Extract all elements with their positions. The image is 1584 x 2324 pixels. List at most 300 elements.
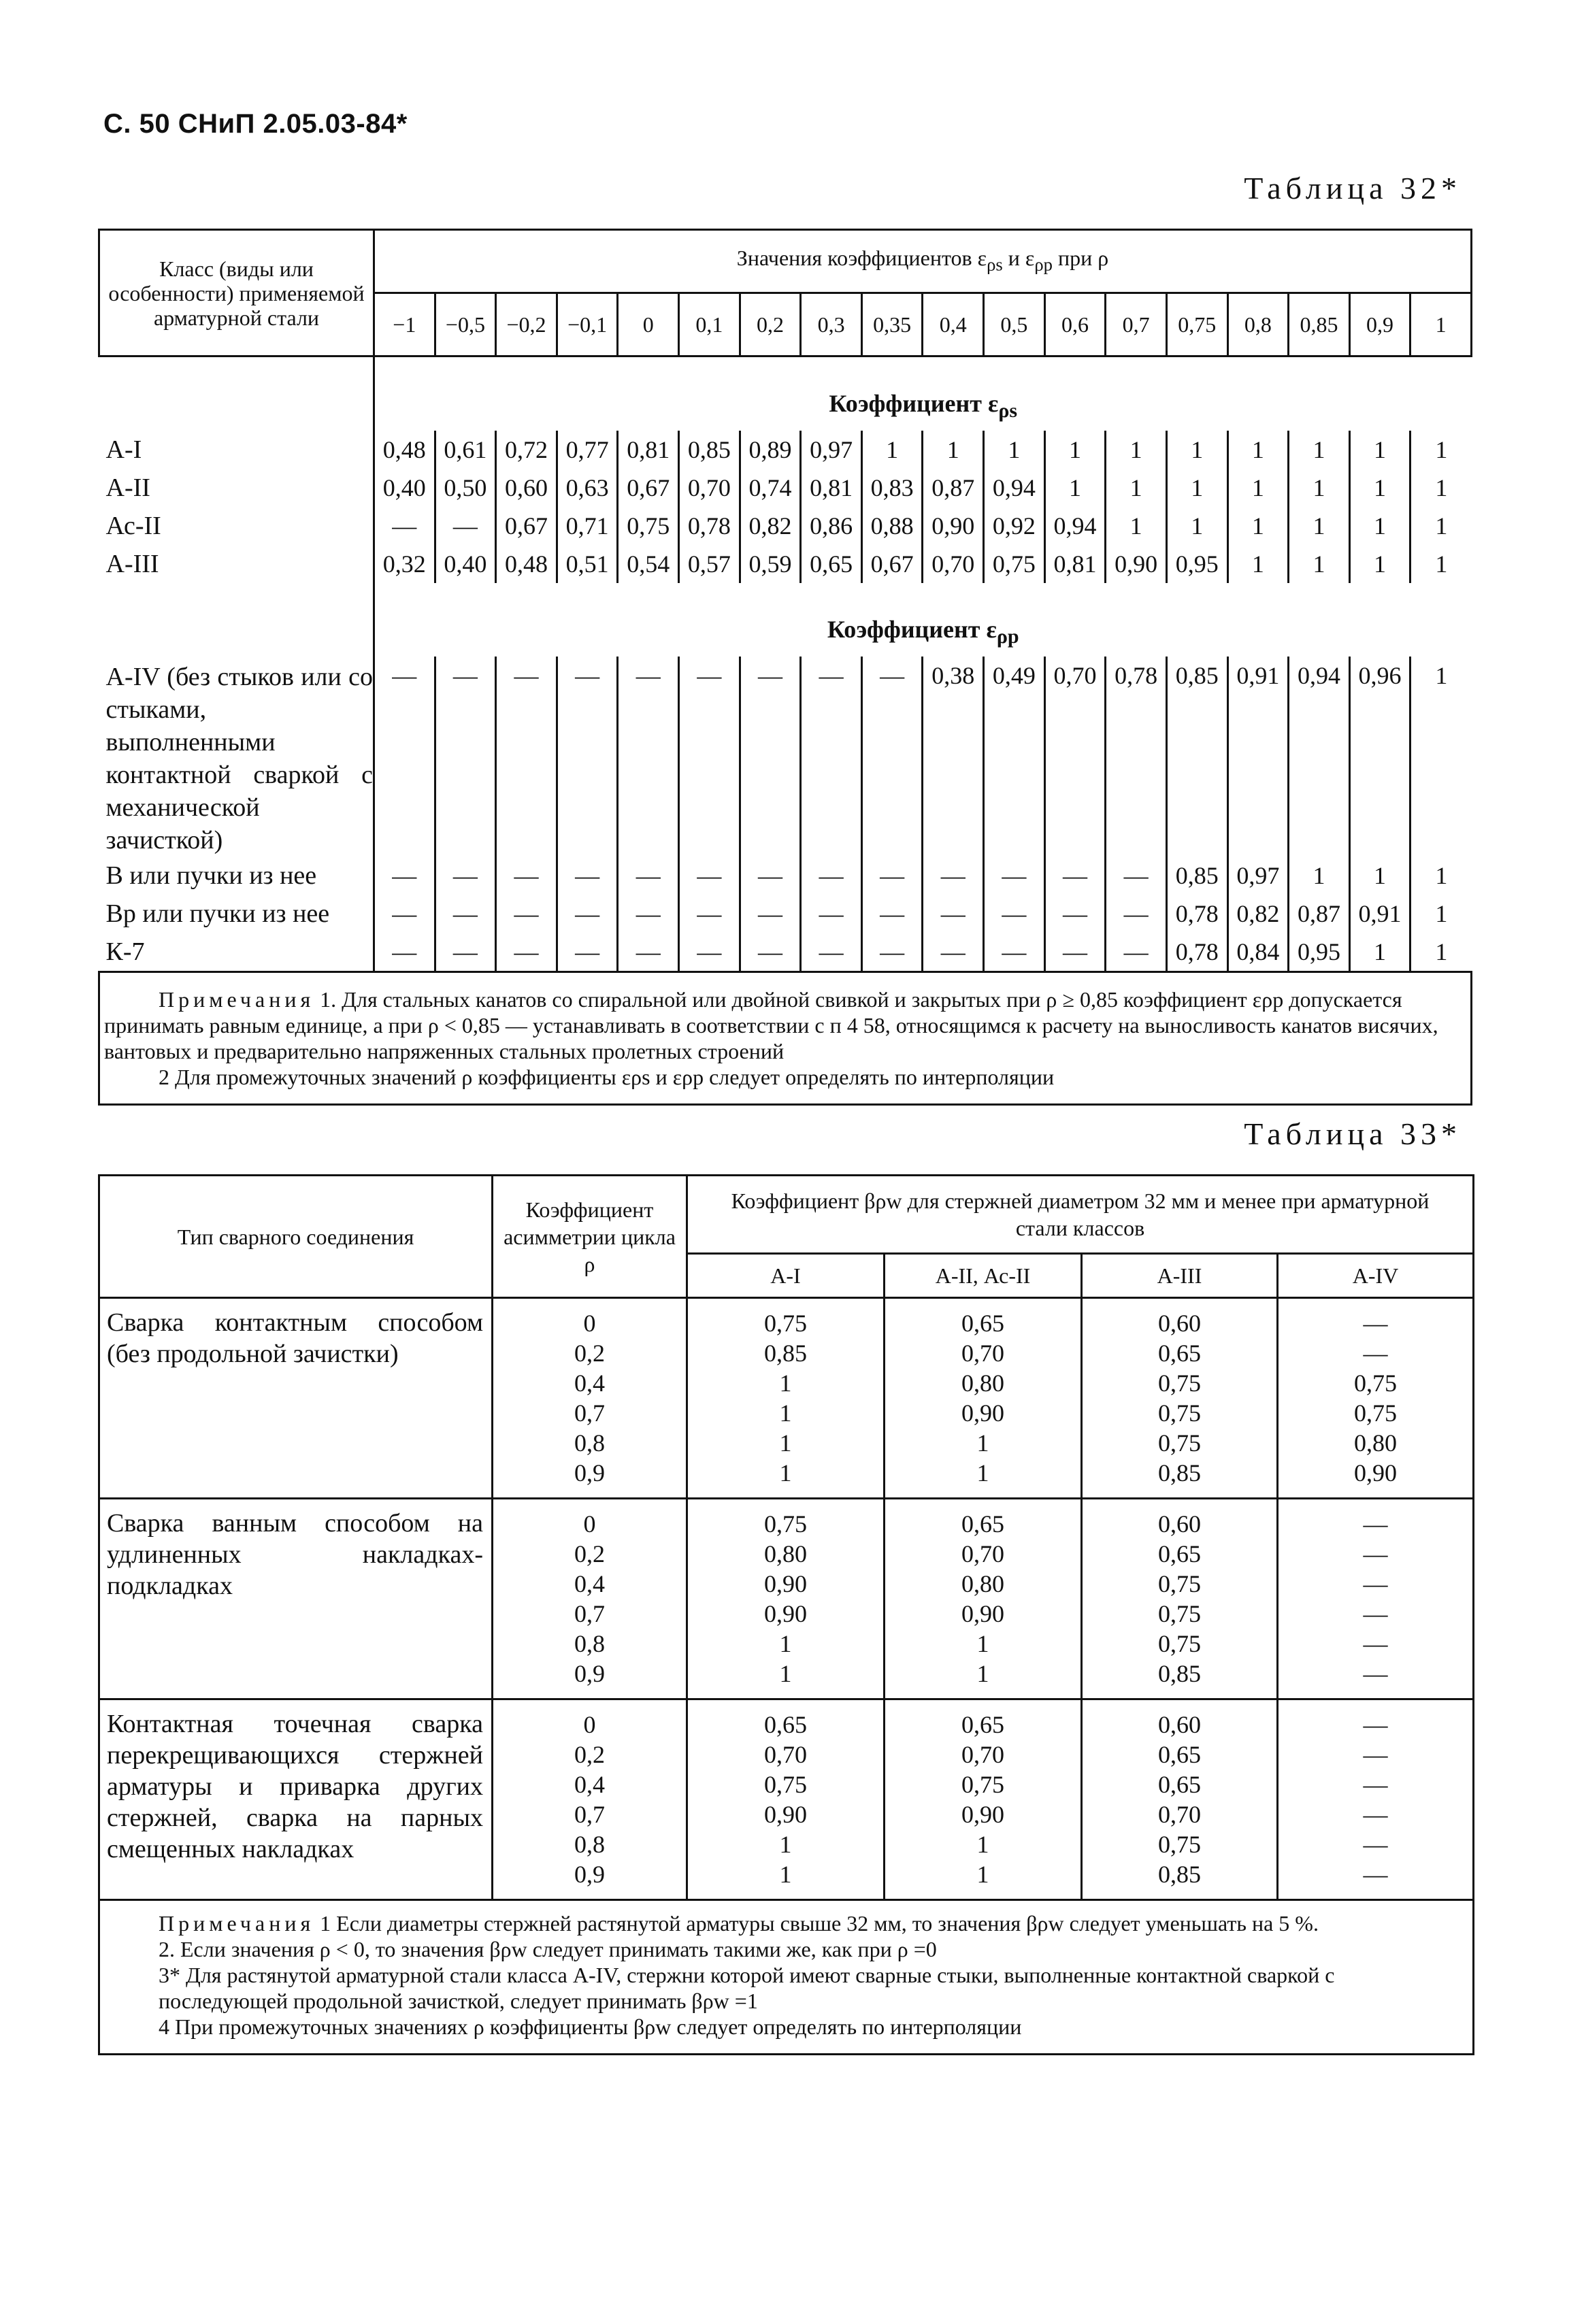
t32-value-cell: 0,95 <box>1289 933 1350 972</box>
t33-c3-column <box>1082 1298 1278 1499</box>
t33-value-cell: 0,75 <box>1158 1630 1201 1657</box>
t33-value-cell: 1 <box>976 1660 989 1687</box>
t32-value-cell: — <box>740 933 801 972</box>
table-33 <box>98 1174 1474 2055</box>
t33-value-cell: 0,65 <box>1158 1741 1201 1768</box>
t32-rho-cell: 0,85 <box>1289 293 1350 356</box>
t33-joint-type: Сварка ванным способом на удлиненных накладках-подкладках <box>99 1499 493 1699</box>
t32-value-cell: — <box>1044 895 1106 933</box>
t33-value-cell: 1 <box>779 1459 792 1487</box>
t33-value-cell: 1 <box>779 1370 792 1397</box>
t33-value-cell: 0,9 <box>574 1861 605 1888</box>
t32-value-cell: 0,78 <box>1166 895 1227 933</box>
t32-value-cell: 1 <box>1289 857 1350 895</box>
t32-value-cell: 1 <box>1349 857 1410 895</box>
table-32 <box>98 229 1472 1106</box>
t32-note-2: 2 Для промежуточных значений ρ коэффициенты ερs и ερp следует определять по интерполяции <box>159 1065 1055 1089</box>
t32-value-cell: 0,86 <box>801 507 862 545</box>
t33-joint-type: Сварка контактным способом (без продольной зачистки) <box>99 1298 493 1499</box>
t32-rho-cell: −1 <box>374 293 435 356</box>
t32-value-cell: 0,85 <box>679 431 740 469</box>
t32-data-row <box>99 469 1472 507</box>
t32-value-cell: 0,40 <box>435 545 496 583</box>
t33-class-header: А-II, Ас-II <box>885 1254 1082 1298</box>
t32-value-cell: 1 <box>1227 545 1289 583</box>
t33-value-cell: 0,7 <box>574 1399 605 1427</box>
t33-c4-column <box>1278 1499 1474 1699</box>
t33-value-cell: 0,75 <box>1158 1831 1201 1858</box>
t32-value-cell: 0,74 <box>740 469 801 507</box>
t33-value-cell: 0,70 <box>961 1540 1004 1567</box>
t32-value-cell: 1 <box>1410 431 1472 469</box>
t33-value-cell: 0,75 <box>1354 1399 1397 1427</box>
t32-value-cell: — <box>861 657 923 857</box>
t33-value-cell: 0,8 <box>574 1831 605 1858</box>
t32-section-title-sub: ρp <box>996 625 1019 648</box>
t32-value-cell: — <box>496 857 557 895</box>
t33-value-cell: — <box>1363 1570 1388 1597</box>
t32-value-cell: — <box>984 895 1045 933</box>
t32-notes <box>99 972 1472 1105</box>
t32-value-cell: — <box>496 895 557 933</box>
t32-section-title-sub: ρs <box>998 399 1018 422</box>
t32-value-cell: — <box>557 895 618 933</box>
t33-value-cell: — <box>1363 1600 1388 1627</box>
t32-value-cell: — <box>618 857 679 895</box>
t33-coef-header: Коэффициент асимметрии цикла ρ <box>493 1176 687 1298</box>
t32-value-cell: 0,87 <box>923 469 984 507</box>
t33-value-cell: 0,75 <box>764 1771 807 1798</box>
t33-value-cell: 0,75 <box>1158 1570 1201 1597</box>
t33-note3: 3* Для растянутой арматурной стали класса А-IV, стержни которой имеют сварные стыки, выполненные контактной сваркой с последующей продольной зачисткой, следует принимать βρw =1 <box>159 1963 1335 2013</box>
t33-value-cell: 0,75 <box>1354 1370 1397 1397</box>
t33-value-cell: 0,65 <box>961 1310 1004 1337</box>
t32-data-row <box>99 857 1472 895</box>
t33-value-cell: 1 <box>976 1630 989 1657</box>
t32-section-eps-p <box>99 583 1472 657</box>
t32-rho-cell: 0,3 <box>801 293 862 356</box>
t33-value-cell: 0,75 <box>1158 1429 1201 1457</box>
t32-value-cell: — <box>374 895 435 933</box>
t32-value-cell: 0,85 <box>1166 857 1227 895</box>
t32-value-cell: 1 <box>1289 507 1350 545</box>
t32-empty-cell <box>99 583 374 657</box>
t33-value-cell: 0,70 <box>764 1741 807 1768</box>
t32-row-label: А-I <box>105 435 142 464</box>
t32-data-row <box>99 895 1472 933</box>
t33-value-cell: 1 <box>976 1861 989 1888</box>
t32-value-cell: 1 <box>1410 933 1472 972</box>
t33-value-cell: 0,80 <box>764 1540 807 1567</box>
t32-value-cell: — <box>374 657 435 857</box>
t33-group-row <box>99 1499 1474 1699</box>
t33-value-cell: 0,9 <box>574 1660 605 1687</box>
t32-value-cell: — <box>557 857 618 895</box>
t32-value-cell: — <box>374 857 435 895</box>
t32-value-cell: — <box>618 895 679 933</box>
t32-value-cell: 1 <box>1289 431 1350 469</box>
t32-value-cell: — <box>801 857 862 895</box>
t32-header-row <box>99 230 1472 293</box>
t33-value-cell: — <box>1363 1741 1388 1768</box>
t32-section-title <box>374 583 1472 657</box>
t32-value-cell: 0,97 <box>1227 857 1289 895</box>
t33-value-cell: — <box>1363 1861 1388 1888</box>
t33-value-cell: — <box>1363 1771 1388 1798</box>
t33-value-cell: 0,7 <box>574 1801 605 1828</box>
t33-value-cell: 0,70 <box>961 1741 1004 1768</box>
t32-value-cell: 1 <box>1410 507 1472 545</box>
t32-rho-cell: 0,4 <box>923 293 984 356</box>
t33-value-cell: — <box>1363 1340 1388 1367</box>
t32-value-cell: 0,94 <box>1289 657 1350 857</box>
t32-value-cell: 0,91 <box>1227 657 1289 857</box>
t33-value-cell: 0,65 <box>1158 1340 1201 1367</box>
t33-value-cell: 0,65 <box>1158 1771 1201 1798</box>
t33-value-cell: 0,90 <box>764 1801 807 1828</box>
t33-value-cell: 0,65 <box>764 1711 807 1738</box>
t32-rho-cell: 0,9 <box>1349 293 1410 356</box>
t33-type-header: Тип сварного соединения <box>99 1176 493 1298</box>
t33-value-cell: 0,60 <box>1158 1510 1201 1538</box>
t33-value-cell: — <box>1363 1310 1388 1337</box>
t32-value-cell: 1 <box>1227 431 1289 469</box>
t32-value-cell: — <box>435 857 496 895</box>
t33-value-cell: 1 <box>976 1429 989 1457</box>
t32-value-cell: 1 <box>1227 469 1289 507</box>
t33-notes <box>99 1900 1474 2055</box>
t32-rho-cell: 0,8 <box>1227 293 1289 356</box>
t33-value-cell: 0,75 <box>1158 1600 1201 1627</box>
t32-value-cell: — <box>1106 895 1167 933</box>
t32-value-cell: 0,38 <box>923 657 984 857</box>
t32-value-cell: 0,48 <box>374 431 435 469</box>
t32-section-title <box>374 356 1472 431</box>
t32-value-cell: 1 <box>1410 895 1472 933</box>
t33-value-cell: 1 <box>976 1459 989 1487</box>
t33-value-cell: 0,75 <box>764 1510 807 1538</box>
t33-value-cell: — <box>1363 1630 1388 1657</box>
t32-value-cell: — <box>618 657 679 857</box>
t32-value-cell: 0,97 <box>801 431 862 469</box>
t32-value-cell: — <box>740 895 801 933</box>
t33-value-cell: 0,80 <box>961 1570 1004 1597</box>
t32-row-label: Ас-II <box>105 512 161 540</box>
t32-value-cell: 0,95 <box>1166 545 1227 583</box>
t32-value-cell: 1 <box>1349 507 1410 545</box>
t32-section-eps-s <box>99 356 1472 431</box>
t32-value-cell: — <box>679 933 740 972</box>
t33-value-cell: — <box>1363 1660 1388 1687</box>
t32-value-cell: 0,78 <box>1106 657 1167 857</box>
t33-value-cell: 0,4 <box>574 1370 605 1397</box>
t32-value-cell: 0,78 <box>679 507 740 545</box>
t32-note-1: 1. Для стальных канатов со спиральной или двойной свивкой и закрытых при ρ ≥ 0,85 коэффициент ερp допускается принимать равным единице, а при ρ < 0,85 — устанавливать в соответствии с п 4 58, относящимся к расчету на выносливость канатов висячих, вантовых и предварительно напряженных стальных пролетных строений <box>104 987 1438 1063</box>
t32-data-row <box>99 545 1472 583</box>
t32-value-cell: 0,72 <box>496 431 557 469</box>
t32-rho-cell: 0,75 <box>1166 293 1227 356</box>
t32-value-cell: 0,83 <box>861 469 923 507</box>
t32-value-cell: — <box>740 857 801 895</box>
t33-value-cell: 0,60 <box>1158 1310 1201 1337</box>
t32-value-cell: — <box>1106 933 1167 972</box>
t33-value-cell: 0 <box>583 1310 596 1337</box>
t32-value-cell: 0,54 <box>618 545 679 583</box>
t33-value-cell: 0,8 <box>574 1429 605 1457</box>
t32-value-cell: 0,88 <box>861 507 923 545</box>
t32-value-cell: 0,89 <box>740 431 801 469</box>
t33-value-cell: 0,70 <box>1158 1801 1201 1828</box>
t33-c2-column <box>885 1699 1082 1900</box>
t32-value-cell: — <box>557 933 618 972</box>
t32-value-cell: — <box>435 657 496 857</box>
t33-value-cell: 0,2 <box>574 1741 605 1768</box>
t32-value-cell: 0,81 <box>1044 545 1106 583</box>
t33-value-cell: 0,85 <box>1158 1660 1201 1687</box>
t33-c4-column <box>1278 1298 1474 1499</box>
t32-value-cell: 0,94 <box>1044 507 1106 545</box>
t33-rho-column <box>493 1499 687 1699</box>
t33-value-cell: 0,7 <box>574 1600 605 1627</box>
t32-value-cell: 0,59 <box>740 545 801 583</box>
t32-value-cell: 0,84 <box>1227 933 1289 972</box>
t33-value-cell: 0,75 <box>961 1771 1004 1798</box>
t32-value-cell: 1 <box>1349 469 1410 507</box>
t32-value-cell: — <box>618 933 679 972</box>
t33-value-cell: 0,80 <box>1354 1429 1397 1457</box>
t33-value-cell: 0,65 <box>1158 1540 1201 1567</box>
t32-value-cell: — <box>861 933 923 972</box>
t33-value-cell: — <box>1363 1801 1388 1828</box>
t32-value-cell: — <box>923 933 984 972</box>
t32-value-cell: 0,94 <box>984 469 1045 507</box>
t33-note-1: 1 Если диаметры стержней растянутой арматуры свыше 32 мм, то значения βρw следует уменьшать на 5 %. <box>314 1911 1319 1936</box>
t33-value-cell: 0,2 <box>574 1340 605 1367</box>
t33-value-cell: — <box>1363 1540 1388 1567</box>
t32-value-cell: — <box>1044 857 1106 895</box>
t32-rho-cell: 1 <box>1410 293 1472 356</box>
t32-row-label: А-IV (без стыков или со стыками, выполненными контактной сваркой с механической зачисткой) <box>105 663 373 854</box>
t32-value-cell: 0,85 <box>1166 657 1227 857</box>
t33-c4-column <box>1278 1699 1474 1900</box>
t32-value-cell: 1 <box>984 431 1045 469</box>
t32-data-row <box>99 507 1472 545</box>
t32-value-cell: — <box>679 895 740 933</box>
t32-value-cell: 1 <box>1349 431 1410 469</box>
t32-value-cell: 0,70 <box>679 469 740 507</box>
t33-group-row <box>99 1298 1474 1499</box>
t33-value-cell: 0,75 <box>1158 1399 1201 1427</box>
t32-value-cell: 1 <box>1289 545 1350 583</box>
t33-class-header: А-III <box>1082 1254 1278 1298</box>
t32-group-header <box>374 230 1472 293</box>
t33-c2-column <box>885 1298 1082 1499</box>
t32-value-cell: 1 <box>1044 431 1106 469</box>
t33-beta-header: Коэффициент βρw для стержней диаметром 32 мм и менее при арматурной стали классов <box>687 1176 1474 1254</box>
t33-value-cell: 0,90 <box>961 1801 1004 1828</box>
t32-group-header-part: и ε <box>1002 246 1035 271</box>
t33-value-cell: 1 <box>779 1861 792 1888</box>
t33-value-cell: 0,4 <box>574 1570 605 1597</box>
t32-value-cell: 1 <box>1166 431 1227 469</box>
t32-group-header-part: ρp <box>1034 254 1053 275</box>
t32-value-cell: 1 <box>923 431 984 469</box>
t32-rho-cell: 0,35 <box>861 293 923 356</box>
t32-value-cell: 0,91 <box>1349 895 1410 933</box>
t32-value-cell: 0,82 <box>1227 895 1289 933</box>
t32-rho-cell: 0,6 <box>1044 293 1106 356</box>
t32-value-cell: 0,81 <box>801 469 862 507</box>
t33-value-cell: 0,60 <box>1158 1711 1201 1738</box>
t32-group-header-part: при ρ <box>1052 246 1109 271</box>
t33-header-row-1 <box>99 1176 1474 1254</box>
t32-value-cell: 0,96 <box>1349 657 1410 857</box>
t33-rho-column <box>493 1298 687 1499</box>
t33-value-cell: 1 <box>779 1831 792 1858</box>
t32-value-cell: 0,32 <box>374 545 435 583</box>
t32-value-cell: 1 <box>1166 469 1227 507</box>
t32-value-cell: — <box>435 895 496 933</box>
t32-rho-cell: −0,2 <box>496 293 557 356</box>
t32-value-cell: 1 <box>1106 469 1167 507</box>
t32-value-cell: — <box>374 933 435 972</box>
t32-rho-cell: 0,5 <box>984 293 1045 356</box>
t33-notes-head: Примечания <box>159 1911 315 1936</box>
t33-class-header: А-IV <box>1278 1254 1474 1298</box>
t32-data-row <box>99 657 1472 857</box>
t32-value-cell: 0,63 <box>557 469 618 507</box>
t32-value-cell: 1 <box>1349 545 1410 583</box>
t33-value-cell: 0,65 <box>961 1510 1004 1538</box>
t32-data-row <box>99 431 1472 469</box>
t32-rho-cell: 0,1 <box>679 293 740 356</box>
t32-value-cell: 1 <box>1106 507 1167 545</box>
t32-data-row <box>99 933 1472 972</box>
t32-value-cell: 1 <box>1166 507 1227 545</box>
t32-value-cell: 1 <box>1044 469 1106 507</box>
t32-value-cell: — <box>374 507 435 545</box>
t32-value-cell: 1 <box>1349 933 1410 972</box>
t32-value-cell: 0,75 <box>618 507 679 545</box>
t32-value-cell: 1 <box>1289 469 1350 507</box>
t32-value-cell: 0,82 <box>740 507 801 545</box>
t33-value-cell: 0,90 <box>961 1399 1004 1427</box>
t33-value-cell: 0,65 <box>961 1711 1004 1738</box>
t33-value-cell: 0,70 <box>961 1340 1004 1367</box>
t33-notes-row <box>99 1900 1474 2055</box>
t32-value-cell: 0,40 <box>374 469 435 507</box>
t32-section-title-text: Коэффициент ε <box>829 389 999 417</box>
t33-value-cell: 0,85 <box>764 1340 807 1367</box>
t32-row-label: А-II <box>105 474 150 502</box>
t32-value-cell: — <box>801 657 862 857</box>
t32-value-cell: — <box>435 507 496 545</box>
t33-c1-column <box>687 1699 885 1900</box>
t33-group-row <box>99 1699 1474 1900</box>
t32-value-cell: 0,90 <box>923 507 984 545</box>
t32-value-cell: 0,61 <box>435 431 496 469</box>
t33-value-cell: 1 <box>976 1831 989 1858</box>
t32-value-cell: 0,50 <box>435 469 496 507</box>
t33-value-cell: 0,90 <box>764 1600 807 1627</box>
t32-value-cell: 0,60 <box>496 469 557 507</box>
t32-row-label: А-III <box>105 550 159 578</box>
t32-value-cell: — <box>679 857 740 895</box>
t33-value-cell: 0,85 <box>1158 1459 1201 1487</box>
t32-value-cell: 0,70 <box>1044 657 1106 857</box>
t33-joint-type: Контактная точечная сварка перекрещивающихся стержней арматуры и приварка других стержней, сварка на парных смещенных накладках <box>99 1699 493 1900</box>
t32-value-cell: 0,90 <box>1106 545 1167 583</box>
t32-value-cell: 0,78 <box>1166 933 1227 972</box>
t33-value-cell: 0,75 <box>1158 1370 1201 1397</box>
page-header: С. 50 СНиП 2.05.03-84* <box>103 109 408 139</box>
t32-row-label: Вр или пучки из нее <box>105 899 330 928</box>
t33-c3-column <box>1082 1699 1278 1900</box>
t33-value-cell: — <box>1363 1711 1388 1738</box>
t32-value-cell: 1 <box>1410 857 1472 895</box>
t32-value-cell: — <box>923 895 984 933</box>
t33-note2: 2. Если значения ρ < 0, то значения βρw следует принимать такими же, как при ρ =0 <box>159 1937 937 1961</box>
t32-rho-cell: 0 <box>618 293 679 356</box>
t32-value-cell: 1 <box>1410 469 1472 507</box>
t32-value-cell: 1 <box>861 431 923 469</box>
t32-value-cell: 1 <box>1410 657 1472 857</box>
t32-value-cell: — <box>861 895 923 933</box>
t32-value-cell: — <box>496 933 557 972</box>
t32-value-cell: — <box>740 657 801 857</box>
t33-c2-column <box>885 1499 1082 1699</box>
t32-notes-head: Примечания <box>159 987 315 1012</box>
t33-value-cell: 0,4 <box>574 1771 605 1798</box>
t32-value-cell: 0,65 <box>801 545 862 583</box>
t32-rho-cell: −0,5 <box>435 293 496 356</box>
t33-value-cell: 1 <box>779 1630 792 1657</box>
t32-value-cell: 1 <box>1227 507 1289 545</box>
t32-group-header-part: Значения коэффициентов ε <box>736 246 987 271</box>
t33-c1-column <box>687 1298 885 1499</box>
t32-value-cell: 0,48 <box>496 545 557 583</box>
t32-value-cell: 0,67 <box>496 507 557 545</box>
t32-value-cell: — <box>984 857 1045 895</box>
t32-value-cell: — <box>557 657 618 857</box>
t33-value-cell: 0,85 <box>1158 1861 1201 1888</box>
t32-value-cell: — <box>679 657 740 857</box>
t32-value-cell: — <box>1106 857 1167 895</box>
t32-value-cell: 0,49 <box>984 657 1045 857</box>
t32-value-cell: — <box>923 857 984 895</box>
t33-value-cell: 0,8 <box>574 1630 605 1657</box>
t33-value-cell: 0,90 <box>1354 1459 1397 1487</box>
t33-class-header: А-I <box>687 1254 885 1298</box>
t32-value-cell: — <box>496 657 557 857</box>
t32-row-label: К-7 <box>105 937 145 966</box>
t33-note4: 4 При промежуточных значениях ρ коэффициенты βρw следует определять по интерполяции <box>159 2014 1022 2039</box>
t32-value-cell: 0,75 <box>984 545 1045 583</box>
table-33-title: Таблица 33* <box>1244 1116 1462 1151</box>
t33-value-cell: 1 <box>779 1660 792 1687</box>
t32-rho-cell: 0,2 <box>740 293 801 356</box>
t32-value-cell: 1 <box>1106 431 1167 469</box>
t32-rho-cell: −0,1 <box>557 293 618 356</box>
t33-value-cell: 0,75 <box>764 1310 807 1337</box>
t32-value-cell: — <box>861 857 923 895</box>
t32-value-cell: — <box>801 933 862 972</box>
t32-class-header: Класс (виды или особенности) применяемой арматурной стали <box>99 230 374 356</box>
t33-rho-column <box>493 1699 687 1900</box>
t33-c3-column <box>1082 1499 1278 1699</box>
t32-value-cell: — <box>984 933 1045 972</box>
t32-notes-row <box>99 972 1472 1105</box>
